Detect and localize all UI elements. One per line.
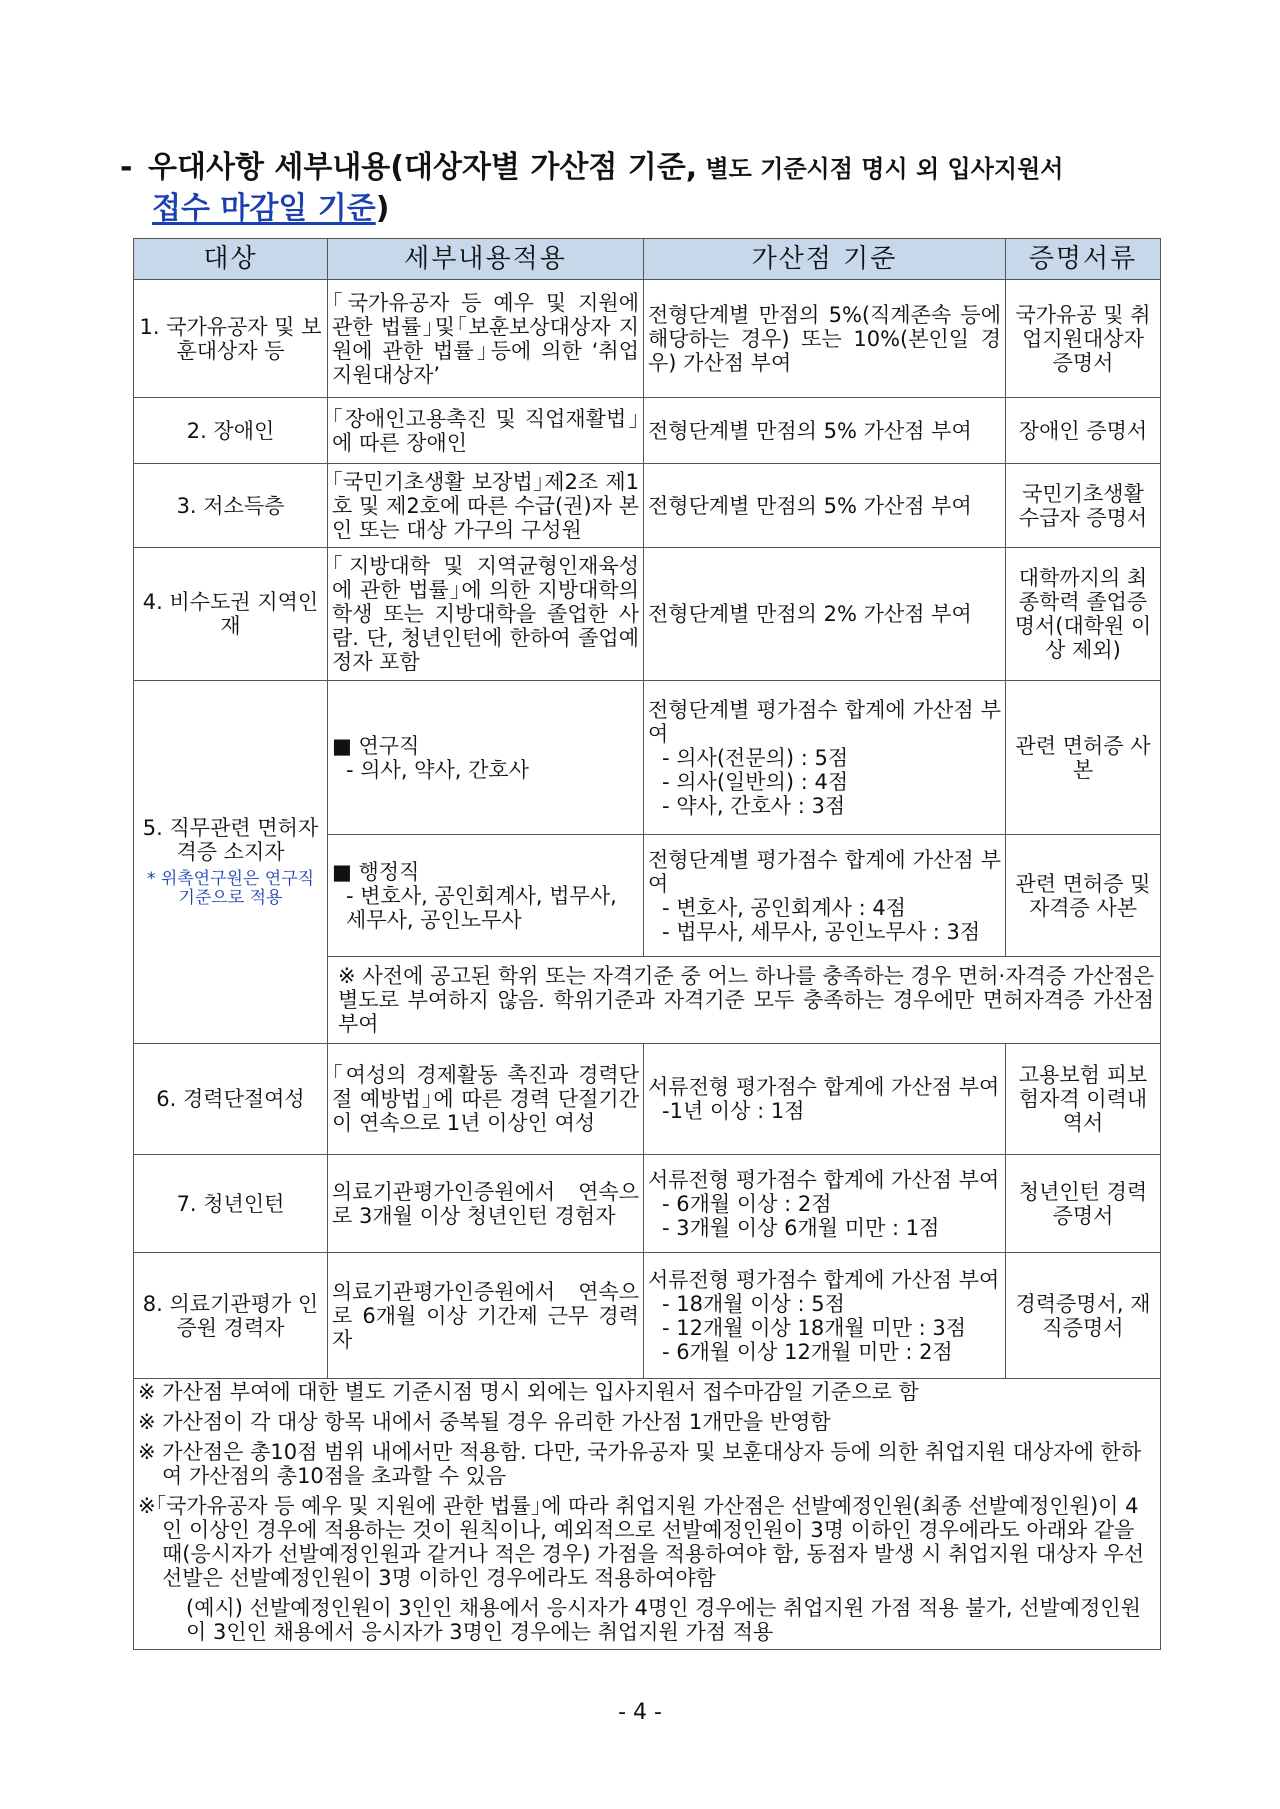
row-target: 6. 경력단절여성 — [134, 1044, 328, 1155]
criteria-item: - 6개월 이상 12개월 미만 : 2점 — [662, 1339, 953, 1364]
criteria-item: - 약사, 간호사 : 3점 — [662, 793, 846, 818]
row-target: 5. 직무관련 면허자격증 소지자 — [142, 816, 319, 864]
section-heading — [120, 148, 1160, 229]
row-detail-research — [328, 681, 644, 835]
row-criteria — [644, 1044, 1006, 1155]
row-criteria-admin — [644, 835, 1006, 957]
row-criteria: 전형단계별 만점의 5% 가산점 부여 — [644, 398, 1006, 464]
page-number: - 4 - — [618, 1700, 662, 1725]
criteria-item: - 의사(전문의) : 5점 — [662, 745, 849, 770]
preference-table — [133, 238, 1161, 1650]
row-target: 1. 국가유공자 및 보훈대상자 등 — [134, 280, 328, 398]
row-criteria-research — [644, 681, 1006, 835]
row-detail: ｢국민기초생활 보장법｣제2조 제1호 및 제2호에 따른 수급(권)자 본인 또는 대상 가구의 구성원 — [328, 464, 644, 548]
header-criteria: 가산점 기준 — [644, 239, 1006, 280]
criteria-head: 서류전형 평가점수 합계에 가산점 부여 — [648, 1167, 1000, 1192]
detail-item: - 변호사, 공인회계사, 법무사, 세무사, 공인노무사 — [346, 883, 617, 932]
table-row — [134, 681, 1161, 835]
heading-dash: - — [120, 150, 133, 185]
row-docs: 대학까지의 최종학력 졸업증명서(대학원 이상 제외) — [1006, 548, 1161, 681]
criteria-item: - 6개월 이상 : 2점 — [662, 1191, 832, 1216]
row-docs: 국가유공 및 취업지원대상자 증명서 — [1006, 280, 1161, 398]
criteria-item: - 18개월 이상 : 5점 — [662, 1291, 845, 1316]
row-target-license — [134, 681, 328, 1044]
row-criteria — [644, 1155, 1006, 1253]
table-row — [134, 398, 1161, 464]
row-target: 3. 저소득층 — [134, 464, 328, 548]
criteria-head: 전형단계별 평가점수 합계에 가산점 부여 — [648, 697, 1001, 746]
license-note: ※ 사전에 공고된 학위 또는 자격기준 중 어느 하나를 충족하는 경우 면허·자격증 가산점은 별도로 부여하지 않음. 학위기준과 자격기준 모두 충족하는 경우에만 면허자격증 가산점 부여 — [328, 957, 1161, 1044]
criteria-item: - 변호사, 공인회계사 : 4점 — [662, 895, 906, 920]
table-header-row — [134, 239, 1161, 280]
row-target: 4. 비수도권 지역인재 — [134, 548, 328, 681]
heading-close-paren: ) — [375, 191, 390, 226]
note-item: ※ 가산점 부여에 대한 별도 기준시점 명시 외에는 입사지원서 접수마감일 기준으로 함 — [138, 1380, 919, 1404]
row-docs: 고용보험 피보험자격 이력내역서 — [1006, 1044, 1161, 1155]
note-item: ※ 가산점이 각 대상 항목 내에서 중복될 경우 유리한 가산점 1개만을 반영함 — [138, 1410, 831, 1434]
criteria-head: 서류전형 평가점수 합계에 가산점 부여 — [648, 1075, 1000, 1099]
row-docs: 경력증명서, 재직증명서 — [1006, 1253, 1161, 1379]
row-detail: ｢국가유공자 등 예우 및 지원에 관한 법률｣및｢보훈보상대상자 지원에 관한 법률｣등에 의한 ‘취업지원대상자’ — [328, 280, 644, 398]
notes-cell — [134, 1379, 1161, 1650]
row-criteria: 전형단계별 만점의 5%(직계존속 등에 해당하는 경우) 또는 10%(본인일 경우) 가산점 부여 — [644, 280, 1006, 398]
row-docs: 국민기초생활 수급자 증명서 — [1006, 464, 1161, 548]
table-row — [134, 1044, 1161, 1155]
row-detail: ｢여성의 경제활동 촉진과 경력단절 예방법｣에 따른 경력 단절기간이 연속으로 1년 이상인 여성 — [328, 1044, 644, 1155]
heading-small: 별도 기준시점 명시 외 입사지원서 — [697, 155, 1064, 183]
header-docs: 증명서류 — [1006, 239, 1161, 280]
row-docs: 관련 면허증 사본 — [1006, 681, 1161, 835]
table-row — [134, 548, 1161, 681]
row-criteria: 전형단계별 만점의 5% 가산점 부여 — [644, 464, 1006, 548]
criteria-head: 전형단계별 평가점수 합계에 가산점 부여 — [648, 847, 1001, 896]
row-docs: 관련 면허증 및 자격증 사본 — [1006, 835, 1161, 957]
table-row — [134, 280, 1161, 398]
row-detail: ｢지방대학 및 지역균형인재육성에 관한 법률｣에 의한 지방대학의 학생 또는 지방대학을 졸업한 사람. 단, 청년인턴에 한하여 졸업예정자 포함 — [328, 548, 644, 681]
row-detail: 의료기관평가인증원에서 연속으로 3개월 이상 청년인턴 경험자 — [328, 1155, 644, 1253]
row-target: 8. 의료기관평가 인증원 경력자 — [134, 1253, 328, 1379]
row-detail: 의료기관평가인증원에서 연속으로 6개월 이상 기간제 근무 경력자 — [328, 1253, 644, 1379]
header-detail: 세부내용적용 — [328, 239, 644, 280]
table-row — [134, 1253, 1161, 1379]
row-target: 7. 청년인턴 — [134, 1155, 328, 1253]
note-item: ※ 가산점은 총10점 범위 내에서만 적용함. 다만, 국가유공자 및 보훈대상자 등에 의한 취업지원 대상자에 한하여 가산점의 총10점을 초과할 수 있음 — [138, 1440, 1142, 1488]
header-target: 대상 — [134, 239, 328, 280]
row-detail: ｢장애인고용촉진 및 직업재활법｣에 따른 장애인 — [328, 398, 644, 464]
row-criteria — [644, 1253, 1006, 1379]
detail-item: - 의사, 약사, 간호사 — [346, 757, 529, 782]
heading-main: 우대사항 세부내용(대상자별 가산점 기준, — [148, 150, 698, 185]
criteria-item: - 법무사, 세무사, 공인노무사 : 3점 — [662, 919, 981, 944]
heading-deadline-link: 접수 마감일 기준 — [152, 191, 376, 226]
criteria-item: - 3개월 이상 6개월 미만 : 1점 — [662, 1215, 940, 1240]
detail-head: ■ 연구직 — [332, 733, 420, 758]
row-target: 2. 장애인 — [134, 398, 328, 464]
row-docs: 장애인 증명서 — [1006, 398, 1161, 464]
criteria-item: - 12개월 이상 18개월 미만 : 3점 — [662, 1315, 967, 1340]
table-row — [134, 1155, 1161, 1253]
criteria-item: - 의사(일반의) : 4점 — [662, 769, 849, 794]
row-docs: 청년인턴 경력증명서 — [1006, 1155, 1161, 1253]
note-example: (예시) 선발예정인원이 3인인 채용에서 응시자가 4명인 경우에는 취업지원 가점 적용 불가, 선발예정인원이 3인인 채용에서 응시자가 3명인 경우에는 취업지원 가점 적용 — [186, 1596, 1141, 1644]
row-detail-admin — [328, 835, 644, 957]
row-criteria: 전형단계별 만점의 2% 가산점 부여 — [644, 548, 1006, 681]
detail-head: ■ 행정직 — [332, 859, 420, 884]
notes-row — [134, 1379, 1161, 1650]
criteria-head: 서류전형 평가점수 합계에 가산점 부여 — [648, 1267, 1000, 1292]
criteria-item: -1년 이상 : 1점 — [662, 1099, 805, 1123]
note-item: ※｢국가유공자 등 예우 및 지원에 관한 법률｣에 따라 취업지원 가산점은 선발예정인원(최종 선발예정인원)이 4인 이상인 경우에 적용하는 것이 원칙이나, 예외적으로 선발예정인원이 3명 이하인 경우에라도 아래와 같을 때(응시자가 선발예정인원과 같거나 적은 경우) 가점을 적용하여야 함, 동점자 발생 시 취업지원 대상자 우선선발은 선발예정인원이 3명 이하인 경우에라도 적용하여야함 — [138, 1494, 1145, 1590]
target-note: * 위촉연구원은 연구직 기준으로 적용 — [146, 869, 315, 908]
table-row — [134, 464, 1161, 548]
